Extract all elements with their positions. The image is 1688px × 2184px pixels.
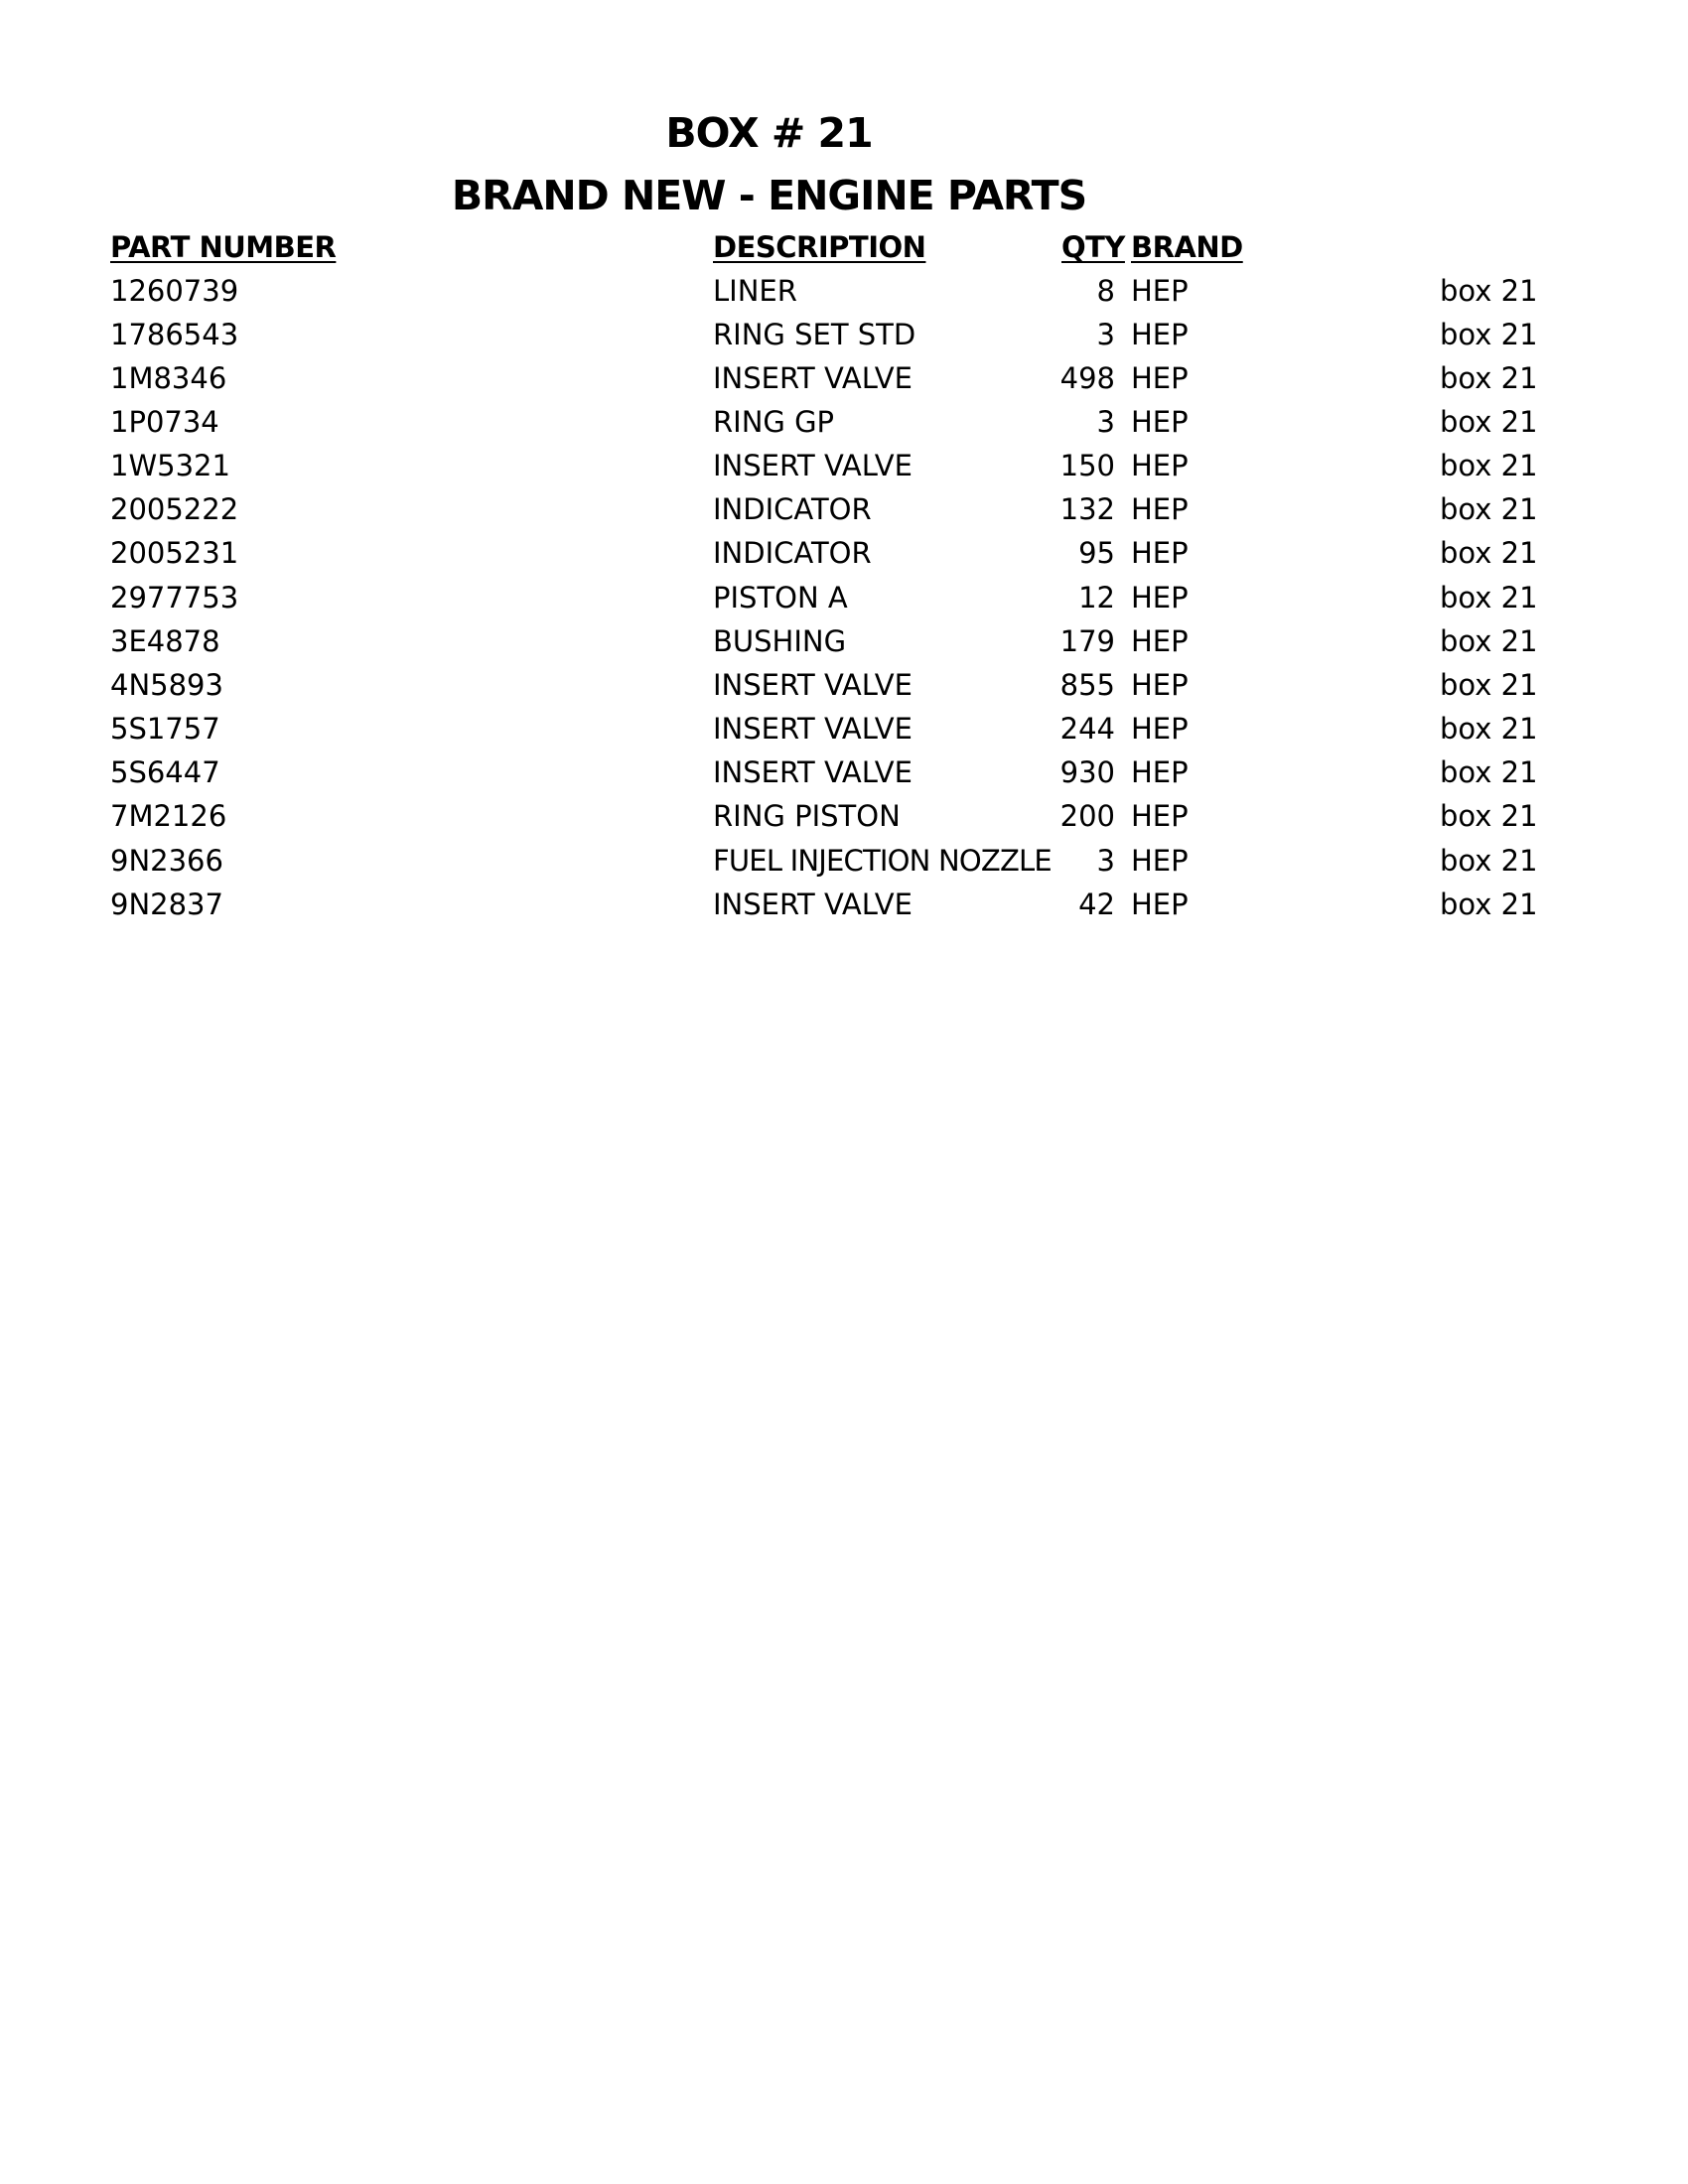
- description-cell: PISTON A: [713, 581, 848, 614]
- description-cell: INSERT VALVE: [713, 887, 913, 921]
- table-row: [0, 448, 1688, 491]
- brand-cell: HEP: [1131, 755, 1189, 789]
- part-number-cell: 5S1757: [110, 712, 220, 746]
- box-cell: box 21: [1440, 536, 1538, 570]
- brand-cell: HEP: [1131, 581, 1189, 614]
- table-row: [0, 711, 1688, 754]
- brand-cell: HEP: [1131, 536, 1189, 570]
- brand-cell: HEP: [1131, 361, 1189, 395]
- qty-cell: 3: [1096, 405, 1115, 439]
- box-cell: box 21: [1440, 449, 1538, 482]
- part-number-cell: 1M8346: [110, 361, 227, 395]
- brand-cell: HEP: [1131, 799, 1189, 833]
- brand-cell: HEP: [1131, 624, 1189, 658]
- description-cell: INSERT VALVE: [713, 361, 913, 395]
- brand-cell: HEP: [1131, 712, 1189, 746]
- table-row: [0, 798, 1688, 842]
- brand-cell: HEP: [1131, 668, 1189, 702]
- brand-cell: HEP: [1131, 844, 1189, 878]
- description-cell: RING PISTON: [713, 799, 901, 833]
- qty-cell: 498: [1059, 361, 1115, 395]
- description-cell: LINER: [713, 274, 797, 308]
- part-number-cell: 4N5893: [110, 668, 223, 702]
- page-title: BOX # 21: [665, 109, 873, 157]
- part-number-cell: 9N2366: [110, 844, 223, 878]
- table-row: [0, 535, 1688, 579]
- table-row: [0, 667, 1688, 711]
- box-cell: box 21: [1440, 318, 1538, 351]
- box-cell: box 21: [1440, 581, 1538, 614]
- table-row: [0, 843, 1688, 887]
- qty-cell: 244: [1059, 712, 1115, 746]
- part-number-cell: 9N2837: [110, 887, 223, 921]
- box-cell: box 21: [1440, 624, 1538, 658]
- header-part-number: PART NUMBER: [110, 230, 337, 264]
- brand-cell: HEP: [1131, 449, 1189, 482]
- table-row: [0, 273, 1688, 317]
- part-number-cell: 3E4878: [110, 624, 220, 658]
- brand-cell: HEP: [1131, 492, 1189, 526]
- part-number-cell: 1786543: [110, 318, 239, 351]
- part-number-cell: 1W5321: [110, 449, 230, 482]
- table-row: [0, 491, 1688, 535]
- header-brand: BRAND: [1131, 230, 1243, 264]
- part-number-cell: 2005231: [110, 536, 239, 570]
- qty-cell: 930: [1059, 755, 1115, 789]
- qty-cell: 42: [1078, 887, 1115, 921]
- description-cell: INSERT VALVE: [713, 449, 913, 482]
- qty-cell: 12: [1078, 581, 1115, 614]
- part-number-cell: 7M2126: [110, 799, 227, 833]
- qty-cell: 8: [1096, 274, 1115, 308]
- brand-cell: HEP: [1131, 405, 1189, 439]
- table-row: [0, 360, 1688, 404]
- box-cell: box 21: [1440, 844, 1538, 878]
- qty-cell: 855: [1059, 668, 1115, 702]
- box-cell: box 21: [1440, 274, 1538, 308]
- description-cell: INDICATOR: [713, 536, 872, 570]
- description-cell: BUSHING: [713, 624, 847, 658]
- part-number-cell: 1260739: [110, 274, 239, 308]
- box-cell: box 21: [1440, 492, 1538, 526]
- table-row: [0, 404, 1688, 448]
- description-cell: RING GP: [713, 405, 835, 439]
- part-number-cell: 2977753: [110, 581, 239, 614]
- box-cell: box 21: [1440, 887, 1538, 921]
- part-number-cell: 1P0734: [110, 405, 219, 439]
- description-cell: RING SET STD: [713, 318, 916, 351]
- header-qty: QTY: [1061, 230, 1125, 264]
- description-cell: INSERT VALVE: [713, 755, 913, 789]
- box-cell: box 21: [1440, 755, 1538, 789]
- box-cell: box 21: [1440, 361, 1538, 395]
- qty-cell: 200: [1059, 799, 1115, 833]
- description-cell: INSERT VALVE: [713, 712, 913, 746]
- table-row: [0, 754, 1688, 798]
- table-row: [0, 887, 1688, 930]
- part-number-cell: 2005222: [110, 492, 239, 526]
- page-subtitle: BRAND NEW - ENGINE PARTS: [451, 172, 1087, 219]
- table-row: [0, 580, 1688, 623]
- box-cell: box 21: [1440, 712, 1538, 746]
- qty-cell: 179: [1059, 624, 1115, 658]
- qty-cell: 3: [1096, 844, 1115, 878]
- table-row: [0, 623, 1688, 667]
- brand-cell: HEP: [1131, 274, 1189, 308]
- brand-cell: HEP: [1131, 318, 1189, 351]
- box-cell: box 21: [1440, 405, 1538, 439]
- header-description: DESCRIPTION: [713, 230, 926, 264]
- box-cell: box 21: [1440, 668, 1538, 702]
- table-header-row: [0, 229, 1688, 273]
- table-row: [0, 317, 1688, 360]
- description-cell: INSERT VALVE: [713, 668, 913, 702]
- qty-cell: 132: [1059, 492, 1115, 526]
- brand-cell: HEP: [1131, 887, 1189, 921]
- qty-cell: 3: [1096, 318, 1115, 351]
- description-cell: FUEL INJECTION NOZZLE: [713, 844, 1052, 878]
- box-cell: box 21: [1440, 799, 1538, 833]
- description-cell: INDICATOR: [713, 492, 872, 526]
- part-number-cell: 5S6447: [110, 755, 220, 789]
- qty-cell: 95: [1078, 536, 1115, 570]
- qty-cell: 150: [1059, 449, 1115, 482]
